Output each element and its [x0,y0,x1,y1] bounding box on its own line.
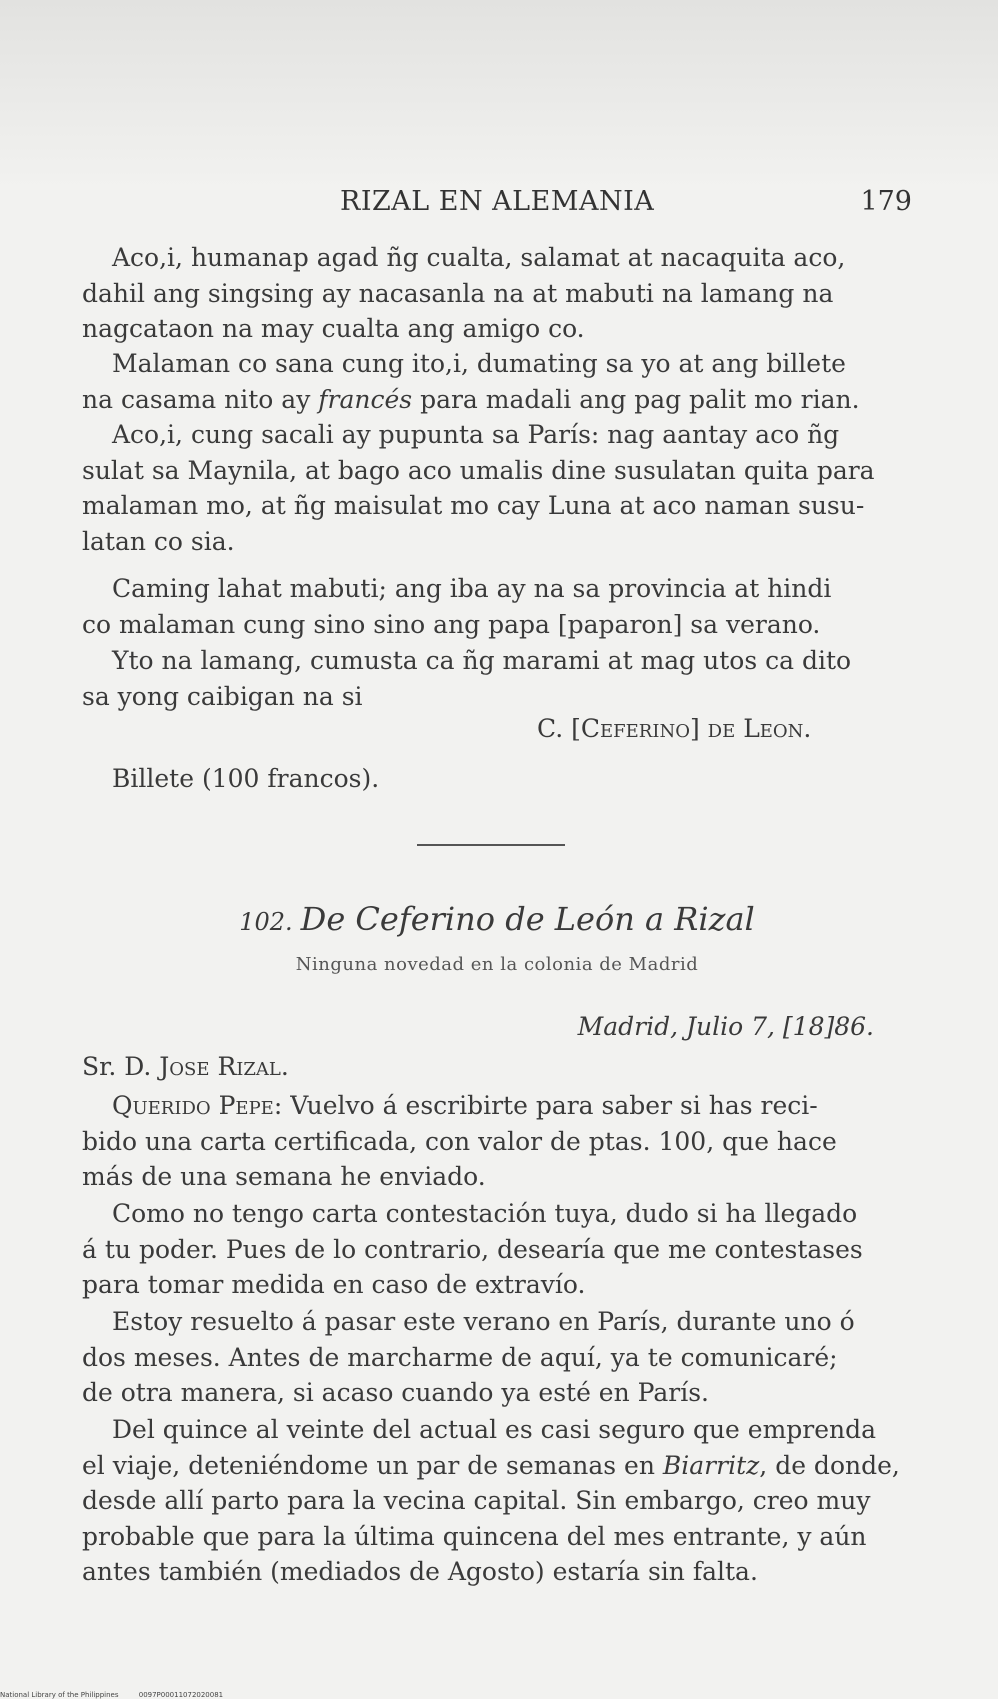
paragraph-9-italic-word: Biarritz [662,1450,760,1480]
paragraph-6 [82,1088,912,1195]
billete-note: Billete (100 francos). [112,764,380,793]
section-divider [417,844,565,846]
paragraph-9-line-2-end: , de donde, [759,1450,900,1480]
paragraph-4 [82,571,912,642]
paragraph-9-line-4: probable que para la última quincena del mes entrante, y aún [82,1521,867,1551]
running-header [82,186,912,226]
paragraph-9-line-3: desde allí parto para la vecina capital. Sin embargo, creo muy [82,1486,871,1515]
paragraph-6-line-3: más de una semana he enviado. [82,1162,486,1191]
paragraph-3-line-2: sulat sa Maynila, at bago aco umalis dine susulatan quita para [82,455,875,485]
letter-address [82,1052,289,1081]
paragraph-2-line-2-end: para madali ang pag palit mo rian. [412,384,860,414]
paragraph-9-line-1: Del quince al veinte del actual es casi seguro que emprenda [112,1415,877,1444]
letter-heading [82,900,912,938]
paragraph-5-line-1: Yto na lamang, cumusta ca ñg marami at mag utos ca dito [112,646,852,675]
paragraph-9 [82,1412,912,1590]
paragraph-2-italic-word: francés [318,384,413,414]
letter-subtitle: Ninguna novedad en la colonia de Madrid [295,954,699,975]
paragraph-1-line-3: nagcataon na may cualta ang amigo co. [82,314,585,343]
paragraph-6-line-2: bido una carta certificada, con valor de ptas. 100, que hace [82,1126,837,1156]
letter-number: 102. [239,908,293,936]
signature-first-name: Ceferino [580,714,690,743]
paragraph-4-line-2: co malaman cung sino sino ang papa [paparon] sa verano. [82,609,821,639]
salutation: Querido Pepe [112,1091,274,1120]
running-header-title: RIZAL EN ALEMANIA [340,186,655,217]
paragraph-4-line-1: Caming lahat mabuti; ang iba ay na sa provincia at hindi [112,574,832,603]
paragraph-1 [82,240,912,347]
paragraph-2-line-2 [82,382,912,418]
paragraph-5-line-2: sa yong caibigan na si [82,681,363,711]
paragraph-1-line-2: dahil ang singsing ay nacasanla na at mabuti na lamang na [82,278,834,308]
paragraph-3-line-4: latan co sia. [82,526,235,556]
paragraph-9-line-5: antes también (mediados de Agosto) estaría sin falta. [82,1557,758,1586]
paragraph-3 [82,417,912,559]
page-top-shading [0,0,998,190]
signature [537,714,811,743]
paragraph-7-line-2: á tu poder. Pues de lo contrario, desearía que me contestases [82,1234,863,1264]
letter-title: De Ceferino de León a Rizal [300,900,755,938]
paragraph-8-line-2: dos meses. Antes de marcharme de aquí, ya te comunicaré; [82,1342,838,1372]
paragraph-2 [82,346,912,417]
paragraph-1-line-1: Aco,i, humanap agad ñg cualta, salamat at nacaquita aco, [112,243,846,272]
page-number: 179 [860,186,912,217]
paragraph-7-line-3: para tomar medida en caso de extravío. [82,1270,586,1299]
paragraph-7-line-1: Como no tengo carta contestación tuya, dudo si ha llegado [112,1199,858,1228]
signature-last-name: Leon. [743,714,812,743]
paragraph-6-line-1 [82,1088,912,1124]
paragraph-3-line-3: malaman mo, at ñg maisulat mo cay Luna at aco naman susu- [82,491,865,520]
paragraph-9-line-2-text: el viaje, deteniéndome un par de semanas en [82,1450,663,1480]
footer-library: National Library of the Philippines [0,1691,119,1699]
paragraph-2-line-1: Malaman co sana cung ito,i, dumating sa yo at ang billete [112,349,846,378]
signature-initial: C. [ [537,714,581,743]
paragraph-8-line-3: de otra manera, si acaso cuando ya esté en París. [82,1378,709,1407]
paragraph-7 [82,1196,912,1303]
paragraph-6-line-1-text: : Vuelvo á escribirte para saber si has reci- [273,1091,818,1120]
paragraph-8-line-1: Estoy resuelto á pasar este verano en París, durante uno ó [112,1307,855,1336]
address-name: Jose Rizal. [159,1052,289,1081]
paragraph-3-line-1: Aco,i, cung sacali ay pupunta sa París: nag aantay aco ñg [112,420,840,449]
footer-code: 0097P00011072020081 [138,1691,224,1699]
paragraph-8 [82,1304,912,1411]
paragraph-9-line-2 [82,1448,912,1484]
address-prefix: Sr. D. [82,1052,160,1081]
paragraph-2-line-2-text: na casama nito ay [82,384,319,414]
signature-connector: ] de [689,714,744,743]
paragraph-5 [82,643,912,714]
letter-dateline: Madrid, Julio 7, [18]86. [577,1012,874,1041]
scan-footer [0,1691,241,1699]
